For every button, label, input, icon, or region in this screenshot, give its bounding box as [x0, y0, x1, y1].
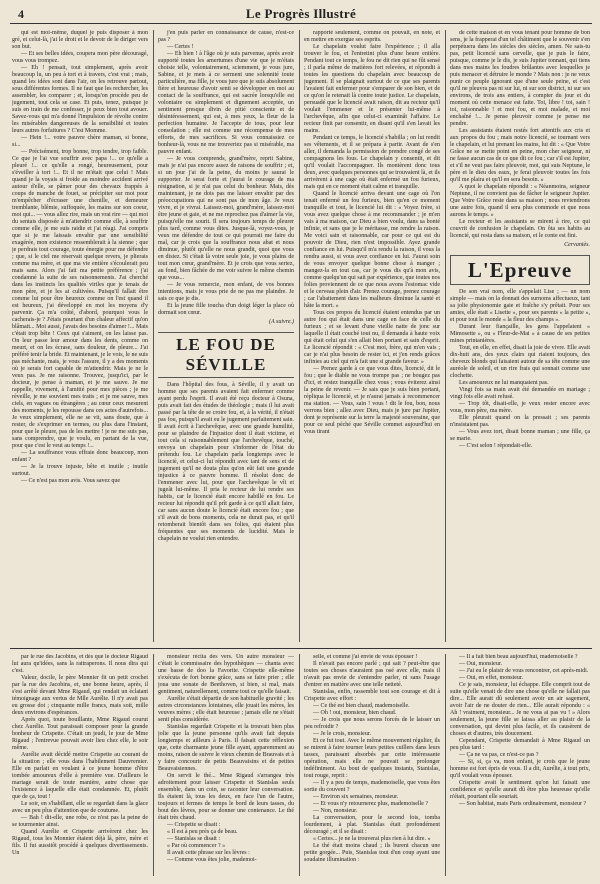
paragraph: — Oh ! oui, monsieur, bien chaud.: [313, 710, 397, 716]
paragraph: Durant leur fiançaille, les gens l'appelaient « Mimosette », ou « Fleur-de-Mai » à cause de ses petites mines printanières.: [450, 324, 590, 344]
paragraph: — Eh bien ! à l'âge où je suis parvenue, après avoir supporté toutes les amertumes d'une vie que je m'étais choisie telle, volontairement, sciemment, je vous jure, Sabine, et je mets à ce serment une solennité toute particulière, ma fille, je vous jure que je suis absolument fière et heureuse d'avoir senti se développer en moi au contact de la souffrance, qui est sacrée lorsqu'elle est volontaire ou simplement et dignement acceptée, un sentiment presque divin de pitié consciente et de désintéressement, qui est, à mes yeux, la fleur de la perfection humaine. Je l'accepte de tous, pour leur consolation ; elle est comme une récompense de mes efforts, de mes sacrifices. Si vous connaissiez ce bonheur-là, vous ne me trouveriez pas si misérable, ma pauvre enfant.: [158, 51, 294, 155]
paragraph: Les amoureux ne lui manquaient pas.: [459, 380, 549, 386]
paragraph: — Je le crois, monsieur.: [313, 731, 371, 737]
column-divider: [153, 654, 154, 876]
paragraph: selle, et comme j'ai envie de vous épouser !: [313, 654, 418, 660]
paragraph: — Son habitat, mais Paris ordinairement, monsieur ?: [459, 801, 587, 807]
paragraph: Stanislas, enfin, rassemble tout son courage et dit à Crispette avec effort :: [304, 689, 440, 702]
paragraph: « Certes... je ne la trouverai plus rien à lui dire. »: [313, 836, 431, 842]
paragraph: — Précisément, trop bonne, trop tendre, trop faible. Ce que je l'ai vue souffrir avec papa !... ce qu'elle a pleuré !... ce qu'elle a rongé, heureusement, pour s'éveiller à tort !... Et il ne m'était que celui ! Mais quand je la voyais si froide au moindre accident arrivé autour d'elle, se pâmer pour des chevaux frappés à coups de manche de fouet, se précipiter sur moi pour m'empêcher d'écraser une chenille, et demeurer tremblante, blêmie, suffoquée, les mains sur son coeur, moi qui... — vous allez rire, mais un vrai rire — qui moi du sentais disposée à m'attendrir comme elle, à souffrir comme elle, je me suis raidie et j'ai réagi. J'ai compris que si je me laissais envahir par une sensibilité exagérée, mon existence ressemblerait à la sienne ; que je perdrais tout courage, toute énergie pour me défendre ; que, si le ciel me réservait quelque revers, je plierais comme ma mère, et que ma vie entière s'écoulerait peu mais sans. Alors j'ai fait ma petite préférence ; j'ai condamné la suite de ses raisonnements. J'ai cherché dans les instincts les qualités viriles que je tenais de mon père, et je les ai cultivées. Puisqu'il fallait être comme lui pour être heureux comme on l'est quand il est heureux, j'ai développé en moi les moyens d'y parvenir. Ça m'a coûté, d'abord, pourquoi vous le cacherais-je ? J'étais pourtant d'un chaleur affectif qu'on blâmait... Moi aussi, j'avais des besoins d'aimer !... Mais c'était trop bête ! Ceux qui s'aiment, on les laisse pas. On leur passe leur amour dans les dents, comme on meurt, et on les écrase, sans douleur, de pleure... J'ai préféré tenir la bride. Et maintenant, je le vois, le ne suis pas méchante, mais, je vous l'assure, il y a des moments où je serais fort capable de m'attendrir. Mais je ne le veux pas. Je me raisonne. Trouvez, jusqu'ici, par le docteur, je pense à maman, et je me sauve. Je me rappelle, vivement, à l'amitié pour mes pièces ; je me réveille, je me souvient mes traits ; et je me sauve, mes ciels, en vagues ou étrangères ; au cœur ceux mesurent des moments, je les repousse dans ces actes d'autrefois... Je veux simplement, elle ne se vit, sans doute, que à rester, de s'exprimer en termes, ou plus dans l'instant, pour que le pleure, pas de les mettre ! je ne me suis pas, sans comprendre, que je voulu, en partant de la vue, pour que c'est le veut au temps !...: [12, 149, 148, 449]
paragraph: — Oui, monsieur.: [459, 661, 502, 667]
newspaper-page: [10, 6, 592, 878]
paragraph: Et ce fut tout. Avec le même mouvement régulier, ils se mirent à faire tourner leurs petites cuillers dans leurs tasses, paraissant absorbés par cette intéressante opération, mais elle ne pouvait se prolonger indéfiniment. Au bout de quelques instants, Stanislas, tout rouge, reprit :: [304, 738, 440, 779]
paragraph: rapporté seulement, comme on pouvait, en note, et en mettre en exergue ses esprits.: [304, 30, 440, 43]
paragraph: « Par où commencer ? »: [167, 843, 226, 849]
paragraph: Après quoi, toute bouillante, Mme Rigaud courut chez Aurélie. Tout paraissait composer pour la grande bonheur de Crispette. C'était un jeudi, le jour de Mme Rigaud ; l'entrevue pouvait avoir lieu chez elle, le soir même.: [12, 717, 148, 751]
paragraph: A quoi le chapelain répondit : « Néanmoins, seigneur Neptune, il ne convient pas de fâcher le seigneur Jupiter. Que Votre Grâce reste dans sa maison ; nous reviendrons une autre fois, quand il sera plus commode et que nous aurons le temps. »: [450, 184, 590, 218]
paragraph: qui est moi-même, duquel je puis disposer à mon gré, et celui-là, j'ai le droit et le devoir de le diriger vers son but.: [12, 30, 148, 50]
paragraph: Le thé était moins chaud ; ils burent chacun une petite gorgée... Puis, Stanislas tout d'un coup ayant une soudaine illumination :: [304, 843, 440, 863]
paragraph: Le recteur et les assistants se mirent à rire, ce qui couvrit de confusion le chapelain. On ôta ses habits au licencié, qui resta dans sa maison, et le conte est fini.: [450, 219, 590, 239]
paragraph: — Ça ne va pas, ce n'est-ce pas ?: [459, 752, 539, 758]
paragraph: — Et vous n'y retournerez plus, mademoiselle ?: [313, 801, 429, 807]
paragraph: — J'ai eu le plaisir de vous rencontrer, cet après-midi.: [459, 668, 589, 674]
story-title-epreuve: L'Epreuve: [450, 255, 590, 285]
paragraph: Tous ces propos du licencié étaient entendus par un autre fou qui était dans une cage en face de celle du furieux ; et se levant d'une vieille natte de jonc sur laquelle il était couché tout nu, il demanda à haute voix qui était celui qui s'en allait bien portant et sain d'esprit. Le licencié répondit : « C'est moi, frère, qui m'en vais ; car je n'ai plus besoin de rester ici, et j'en rends grâces infinies au ciel qui m'a fait une si grande faveur. »: [304, 310, 440, 365]
paragraph: Valeur, docile, le père Monnier fit un petit crochet par la rue des Jacobins, et, une bonne heure, après, il s'est arrêté devant Mme Rigaud, qui rendait un éclatant témoignage aux vertus de Mlle Aurélie. Il n'y avait pas eu grosse dot ; cinquante mille francs, mais soit, mille deux environs d'espérances.: [12, 675, 148, 716]
paragraph: Le soir, en s'habillant, elle se regardait dans la glace avec un peu plus d'attention que de coutume.: [12, 801, 148, 814]
paragraph: Tout, en elle, en effet, disait la joie de vivre. Elle avait dix-huit ans, des yeux clairs qui riaient toujours, des cheveux blonds qui faisaient autour de sa tête comme une auréole de soleil, et un rire frais qui sonnait comme une clochette.: [450, 345, 590, 379]
paragraph: — Ce n'est pas mon avis. Vous savez que: [21, 478, 121, 484]
paragraph: — Hein !... votre pauvre chère maman, si bonne, si...: [12, 135, 148, 148]
paragraph: Ce je sais, monsieur, lui échappe. Elle comprit tout de suite qu'elle venait de dire une chose qu'elle ne fallait pas dire... Elle aurait dû seulement avoir un air sagement, avoir l'air de ne douter de rien... Elle aurait répondu : « Ah ! vraiment, monsieur... Je ne vous ai pas vu ! » Alors seulement, la jeune fille se laissa aller au plaisir de la conversation, qui devint plus facile, et ils causèrent de choses et d'autres, très doucement.: [450, 682, 590, 737]
paragraph: La conversation, pour le second fois, tomba lourdement, à plat. Stanislas était profondément découragé ; et il se disait :: [304, 815, 440, 835]
paragraph: monsieur récita des vers. Un autre monsieur — c'était le commissaire des hypothèques — chanta avec une basse de doo la Favorite. Crispette elle-même s'exécuta de fort bonne grâce, sans se faire prier ; elle joua une sonate de Beethoven, si bien, si mal, mais gentiment, naturellement, comme tout ce qu'elle faisait.: [158, 654, 294, 695]
paragraph: « Il est à peu près ça de beau.: [167, 829, 238, 835]
paragraph: — Trop tôt, disait-elle, je veux rester encore avec vous, mon père, ma mère.: [450, 401, 590, 414]
column-divider: [445, 654, 446, 876]
paragraph: de cette maison et en vous tenant pour homme de bon sens, je la frapperai d'un tel châtiment que le souvenir s'en perpétuera dans les siècles des siècles, amen. Ne sais-tu pas, petit licencié sans cervelle, que je puis le faire, puisque, comme je le dis, je suis Jupiter tonnant, qui tiens dans mes mains les foudres brûlantes avec lesquelles je puis menacer et détruire le monde ? Mais non : je ne veux punir ce peuple ignorant que d'une seule peine, et c'est qu'il ne pleuvra pas ni sur lui, ni sur son district, ni sur ses environs, de trois ans entiers, à compter du jour et du moment où cette menace est faite. Toi, libre ! toi, sain ! toi, raisonnable ! et moi fou, et moi malade, et moi enchaîné !... Je pense pleuvoir comme je pense me pendre.: [450, 30, 590, 127]
paragraph: — Non, monsieur.: [313, 808, 358, 814]
paragraph: Pendant ce temps, le licencié s'habilla ; on lui rendit ses vêtements, et il se prépara à partir. Avant de s'en aller, il demanda la permission de prendre congé de ses compagnons les fous. Le chapelain y consentit, et dit qu'il voulait l'accompagner. Ils montèrent donc tous deux, avec quelques personnes qui se trouvaient là, et ils arrivèrent à une cage où était enfermé un fou furieux, mais qui en ce moment était calme et tranquille.: [304, 135, 440, 190]
paragraph: Aurélie avait décidé mettre Crispette au courant de la situation ; elle vous dans l'habilement Dauvremier. Elle en parlait en voulant à ce jeune homme d'être tombée amoureux d'elle à première vue. D'ailleurs le mariage serait de toute manière, autre chose que l'existence à laquelle elle était condamnée. Et, plutôt que de ça, tout !: [12, 752, 148, 800]
column-divider: [299, 30, 300, 642]
paragraph: — Je vous remercie, mon enfant, de vos bonnes intentions, mais je vous prie de ne pas me plaindre. Je sais ce que je dis.: [158, 282, 294, 302]
paragraph: Quand le licencié arriva devant une cage où l'on tenait enfermé un fou furieux, bien qu'en ce moment tranquille et tout, le licencié lui dit : « Voyez frère, si vous avez quelque chose à me recommander ; je m'en vais à ma maison, car Dieu a bien voulu, dans sa bonté infinie, et sans que je le méritasse, me rendre la raison. Me voici sain et raisonnable, car pour ce qui est du pouvoir de Dieu, rien n'est impossible. Ayez grande confiance en lui. Puisqu'il m'a rendu la raison, il vous la rendra aussi, si vous avez confiance en lui. J'aurai soin de vous envoyer quelque bonne chose à manger ; mangez-la en tout cas, car je vous dis qu'à mon avis, comme quelqu'un qui sait par expérience, que toutes nos folies proviennent de ce que nous avons l'estomac vide et le cerveau plein d'air. Prenez courage, prenez courage ; car l'abattement dans les malheurs diminue la santé et hâte la mort. »: [304, 191, 440, 309]
paragraph: — Eh ! pensait, tout simplement, après avoir beaucoup lu, un peu à tort et à travers, c'est vrai ; mais, quand les idées sont dans l'air, on les retrouve partout, sous différentes formes. Il ne faut que les rechercher, les assembler, les comparer ; et, lorsqu'on procède peu de jugement, tout cela se case. Et puis, tenez, puisque je suis en train de me confesser, je peux bien tout avouer. Savez-vous qui m'a donné l'impulsion de révolte contre les misérables dangereuses de la sensibilité et toutes leurs autres forfaitures ? C'est Momme.: [12, 65, 148, 134]
paragraph: Il avait cette phrase sur les lèvres :: [167, 850, 250, 856]
column-bottom-4: [450, 654, 590, 876]
continued-note: (A suivre.): [269, 319, 294, 325]
paragraph: On servit le thé... Mme Rigaud s'arrangea très adroitement pour laisser Crispette et Stanislas seuls ensemble, dans un coin, se raconter leur conversation. Ils étaient là, tous les deux, en face l'un de l'autre, toujours et fermes de temps le bord de leurs tasses, du bout des lèvres, pour se donner une contenance. Le thé était très chaud.: [158, 773, 294, 821]
paragraph: Aurélie s'était départie de son habituelle gravité ; les autres circonstances lointaines, elle jouait les mères, les veuves mères ; elle était heureuse ; jamais elle ne s'était senti plus considérée.: [158, 696, 294, 723]
header-rule: [10, 23, 592, 24]
paragraph: par le rue des Jacobins, et dès que le docteur Rigaud lui aura qu'idées, sans la rattraperons. Il nous dira qui c'est.: [12, 654, 148, 674]
paragraph: — Je la trouve injuste, bête et inutile ; inutile surtout.: [12, 464, 148, 477]
paragraph: — Oui, en effet, monsieur.: [459, 675, 524, 681]
paragraph: — Prenez garde à ce que vous dites, licencié, dit le fou ; que le diable ne vous trompe pas ; ne bougez pas d'ici, et restez tranquille chez vous ; vous éviterez ainsi la peine de revenir. — Je sais que je suis bien portant, répliqua le licencié, et je n'aurai jamais à recommencer ma station. — Vous, sain ! vous ! dit le fou, bon, nous verrons bien ; allez avec Dieu, mais je jure par Jupiter, dont je représente sur la terre la majesté souveraine, que pour ce seul péché que Séville commet aujourd'hui en vous tirant: [304, 366, 440, 435]
column-divider: [445, 30, 446, 642]
paragraph: Quand Aurélie et Crispette arrivèrent chez les Rigaud, tous les Monnier étaient déjà là, père, mère et fils. Il fut aussitôt procédé à quelques divertissements. Un: [12, 829, 148, 856]
paragraph: — Comme vous êtes jolie, mademoi-: [167, 857, 257, 863]
paragraph: — C'est selon ! répondait-elle.: [459, 443, 533, 449]
paragraph: — Il a fait bien beau aujourd'hui, mademoiselle ?: [459, 654, 578, 660]
feuilleton-rule: [10, 648, 592, 649]
column-bottom-2: [158, 654, 294, 876]
masthead: Le Progrès Illustré: [245, 6, 357, 21]
paragraph: Il n'avait pas encore parlé ; qui sait ? peut-être que toutes ses choses n'auraient pas osé avec elle, mais il n'avait pas envie de s'entendre parler, ni sans l'usage d'entrer en matière avec une telle netteté.: [304, 661, 440, 688]
paragraph: — Certes !: [167, 44, 194, 50]
paragraph: Et la jeune fille toucha d'un doigt léger la place où dormait son cœur.: [158, 303, 294, 316]
paragraph: Elle pleurait quand on la pressait ; ses parents n'insistaient pas.: [450, 415, 590, 428]
page-header: [10, 6, 592, 26]
paragraph: Le chapelain voulut faire l'expérience ; il alla trouver le fou, et l'entretint plus d'une heure entière. Pendant tout ce temps, le fou ne dit rien qui ne fût sensé ; il parla même de matières fort relevées, et répondit à toutes les questions du chapelain avec beaucoup de jugement. Il se plaignait surtout de ce que ses parents l'avaient fait enfermer pour s'emparer de son bien, et de ce qu'on le retenait là contre toute justice. Le chapelain, persuadé que le licencié avait raison, dit au recteur qu'il voulait l'emmener et le présenter lui-même à l'archevêque, afin que celui-ci examinât l'affaire. Le recteur finit par consentir, en disant qu'il s'en lavait les mains.: [304, 44, 440, 134]
paragraph: — Je crois que nous serons forcés de le laisser un peu refroidir ?: [304, 717, 440, 730]
column-top-2: [158, 30, 294, 642]
paragraph: — Crispette se disait :: [167, 822, 221, 828]
column-bottom-3: [304, 654, 440, 876]
paragraph: — Vous avez tort, disait bonne maman ; une fille, ça se marie.: [450, 429, 590, 442]
paragraph: De son vrai nom, elle s'appelait Lise ; — un nom simple — mais on la donnait des surnoms affectueux, tant sa jolie physionomie gaie et fraîche s'y prêtait. Pour ses amies, elle était « Lisette », pour ses parents « la petite », et pour tout le monde « la fleur des champs ».: [450, 289, 590, 323]
paragraph: — Si, si, ça va, mon enfant, je crois que le jeune homme est fort épris de vous. Il a dit, Aurélie, à tout prix, qu'il voulait vous épouser.: [450, 759, 590, 779]
column-top-3: [304, 30, 440, 642]
column-bottom-1: [12, 654, 148, 876]
paragraph: — Stanislas se disait :: [167, 836, 220, 842]
page-number: 4: [18, 7, 24, 21]
paragraph: Dans l'hôpital des fous, à Séville, il y avait un homme que ses parents avaient fait enfermer comme ayant perdu l'esprit. Il avait été reçu docteur à Osuna, puis avait fait des études de théologie ; mais il lui avait passé par la tête de se croire fou, et, à la vérité, il n'était pas fou, puisqu'il avait eu le jugement parfaitement sain. Il avait écrit à l'archevêque, avec une grande humilité, pour se plaindre de l'injustice dont il était victime, et tout cela si raisonnablement que l'archevêque, touché, envoya un chapelain pour s'informer de l'état du prétendu fou. Le chapelain parla longtemps avec le licencié, et celui-ci lui répondit avec tant de sens et de jugement qu'il ne douta plus qu'on eût fait une grande injustice à ce pauvre homme. Il résolut donc de l'emmener avec lui, pour que l'archevêque le vît et jugeât lui-même. Il pria le recteur de lui rendre ses habits, car le licencié était encore habillé en fou. Le recteur lui répondit qu'il prît garde à ce qu'il allait faire, car sans aucun doute le licencié était encore fou ; que s'il avait de bons moments, cela ne durait pas, et qu'il retomberait bientôt dans ses folies, qui étaient plus fréquentes que ses moments de lucidité. Mais le chapelain ne voulut rien entendre.: [158, 382, 294, 542]
paragraph: Crispette avait le sentiment qu'on lui faisait une confidence et qu'elle aurait dû être plus heureuse qu'elle n'était, pourtant elle souriait.: [450, 780, 590, 800]
paragraph: — Il y a peu de temps, mademoiselle, que vous êtes sortie du couvent ?: [304, 780, 440, 793]
paragraph: — Bah ! dit-elle, une robe, ce n'est pas la peine de se tourmenter ainsi.: [12, 815, 148, 828]
paragraph: — Je vous comprends, grand'mère, reprit Sabine, mais je n'ai pas encore assez de raisons de souffrir ; et, si un jour j'ai de la peine, du moins je saurai le supporter. Je serai forte et j'aurai le courage de ma résignation, si je n'ai pas celui du bonheur. Mais, dès maintenant, je ne dois pas me laisser envahir par des préoccupations qui ne sont pas de mon âge. Je veux vivre, et je vivrai. Laissez-moi, grand'mère, laissez-moi être jeune et gaie, et ne me reprochez pas d'aimer la vie, puisqu'elle me sourit. Il sera toujours temps de pleurer plus tard, comme vous dites. Jusque-là, voyez-vous, je veux me défendre de tout ce qui pourrait me faire du mal, car je crois que la souffrance nous abat et nous diminue, plutôt qu'elle ne nous grandit, quoi que vous en disiez. Si c'était là votre seule joie, je vous plains de tout mon cœur, grand'mère. Et je crois que vous seriez, au fond, bien fâchée de me voir suivre le même chemin que vous...: [158, 156, 294, 281]
paragraph: — Et ses belles idées, coupera mon père découragé, vous vous trompez.: [12, 51, 148, 64]
paragraph: Stanislas regardait Crispette et la trouvait bien plus jolie que la jeune personne qu'ils avait fait depuis longtemps et ailleurs à Paris. Il faisait cette réflexion que, cette charmante jeune fille ayant, apparemment au moins, raison de suivre le vieux chemin de Brauvais et à y faire concourir de petits Beauvaisins et de petites Beauvaisiennes.: [158, 724, 294, 772]
paragraph: j'en puis parler en connaissance de cause, n'est-ce pas ?: [158, 30, 294, 43]
column-top-4: [450, 30, 590, 642]
story-title-fou-de-seville: LE FOU DE SÉVILLE: [158, 332, 294, 378]
column-top-1: [12, 30, 148, 642]
column-divider: [153, 30, 154, 642]
paragraph: — La souffrance vous effraie donc beaucoup, mon enfant ?: [12, 450, 148, 463]
column-divider: [299, 654, 300, 876]
paragraph: — Environ six semaines, monsieur.: [313, 794, 399, 800]
paragraph: Les assistants étaient restés fort attentifs aux cris et aux propos du fou ; mais notre licencié, se tournant vers le chapelain, et lui prenant les mains, lui dit : « Que Votre Grâce ne se mette point en peine, mon cher seigneur, ni ne fasse aucun cas de ce que dit ce fou ; car s'il est Jupiter, et s'il ne veut pas faire pleuvoir, moi, qui suis Neptune, le père et le dieu des eaux, je ferai pleuvoir toutes les fois qu'il me plaira et qu'il en sera besoin. »: [450, 128, 590, 183]
paragraph: Vingt fois sa main avait été demandée en mariage ; vingt fois elle avait refusé.: [450, 387, 590, 400]
paragraph: Cependant, Crispette demandait à Mme Rigaud un peu plus tard :: [450, 738, 590, 751]
author-signature: Cervantès.: [564, 242, 590, 248]
paragraph: — Ce thé est bien chaud, mademoiselle.: [313, 703, 410, 709]
